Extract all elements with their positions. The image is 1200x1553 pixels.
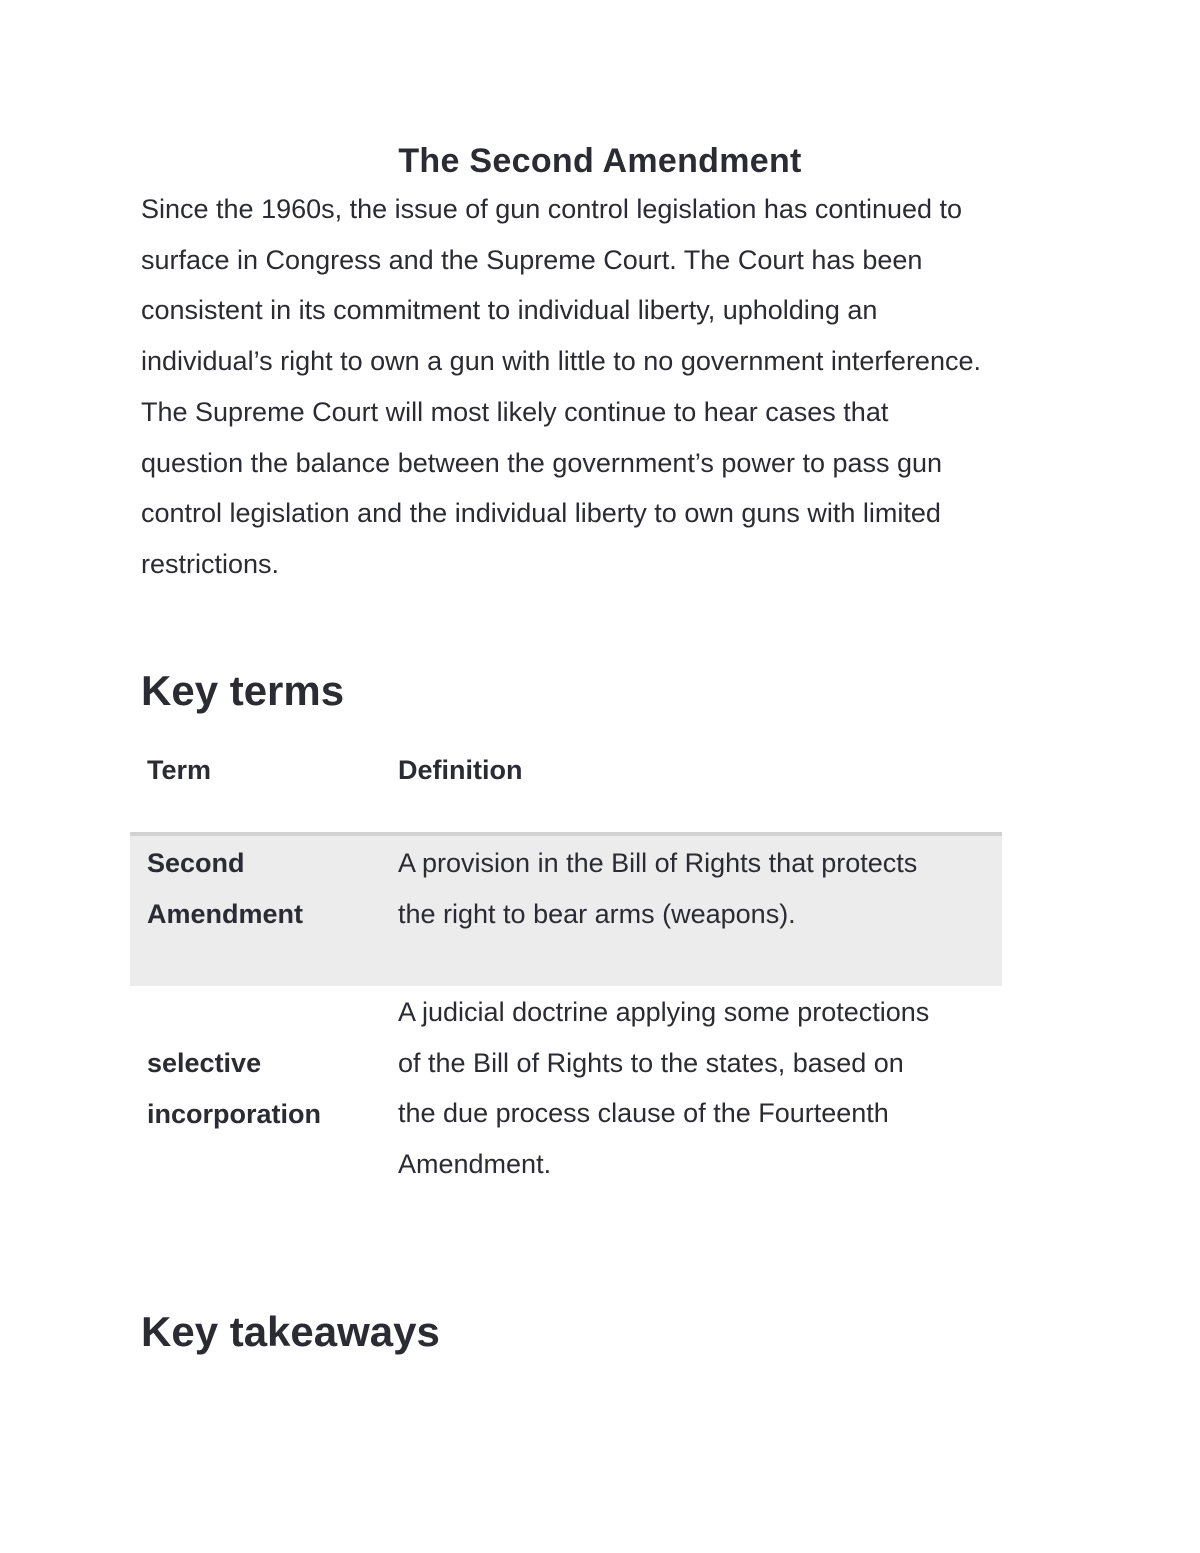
key-terms-heading: Key terms	[141, 667, 345, 714]
term-line: incorporation	[147, 1098, 321, 1129]
definition-line: the due process clause of the Fourteenth	[398, 1098, 889, 1129]
page-title: The Second Amendment	[398, 142, 802, 180]
intro-line: surface in Congress and the Supreme Court. The Court has been	[141, 244, 923, 275]
table-row	[130, 836, 1002, 986]
intro-line: consistent in its commitment to individual liberty, upholding an	[141, 295, 878, 326]
key-terms-table	[130, 742, 1002, 1196]
column-header-term: Term	[147, 755, 212, 785]
definition-line: A judicial doctrine applying some protections	[398, 997, 930, 1027]
key-takeaways-heading: Key takeaways	[141, 1308, 440, 1355]
definition-cell	[398, 838, 998, 939]
intro-line: question the balance between the government’s power to pass gun	[141, 447, 943, 478]
table-header-row	[130, 742, 1002, 836]
term-line: Amendment	[147, 898, 304, 929]
definition-cell	[398, 987, 998, 1190]
definition-line: A provision in the Bill of Rights that protects	[398, 848, 918, 878]
intro-line: individual’s right to own a gun with little to no government interference.	[141, 346, 981, 377]
intro-line: restrictions.	[141, 548, 280, 579]
term-cell	[147, 838, 377, 939]
definition-line: of the Bill of Rights to the states, based on	[398, 1047, 904, 1078]
column-header-definition: Definition	[398, 755, 523, 785]
term-cell	[147, 1038, 377, 1139]
table-row	[130, 986, 1002, 1196]
term-line: selective	[147, 1048, 262, 1078]
intro-line: The Supreme Court will most likely continue to hear cases that	[141, 396, 889, 427]
intro-line: control legislation and the individual liberty to own guns with limited	[141, 498, 941, 529]
definition-line: the right to bear arms (weapons).	[398, 898, 796, 929]
term-line: Second	[147, 848, 245, 878]
intro-paragraph	[141, 184, 1081, 590]
definition-line: Amendment.	[398, 1149, 552, 1180]
intro-line: Since the 1960s, the issue of gun control legislation has continued to	[141, 194, 963, 224]
